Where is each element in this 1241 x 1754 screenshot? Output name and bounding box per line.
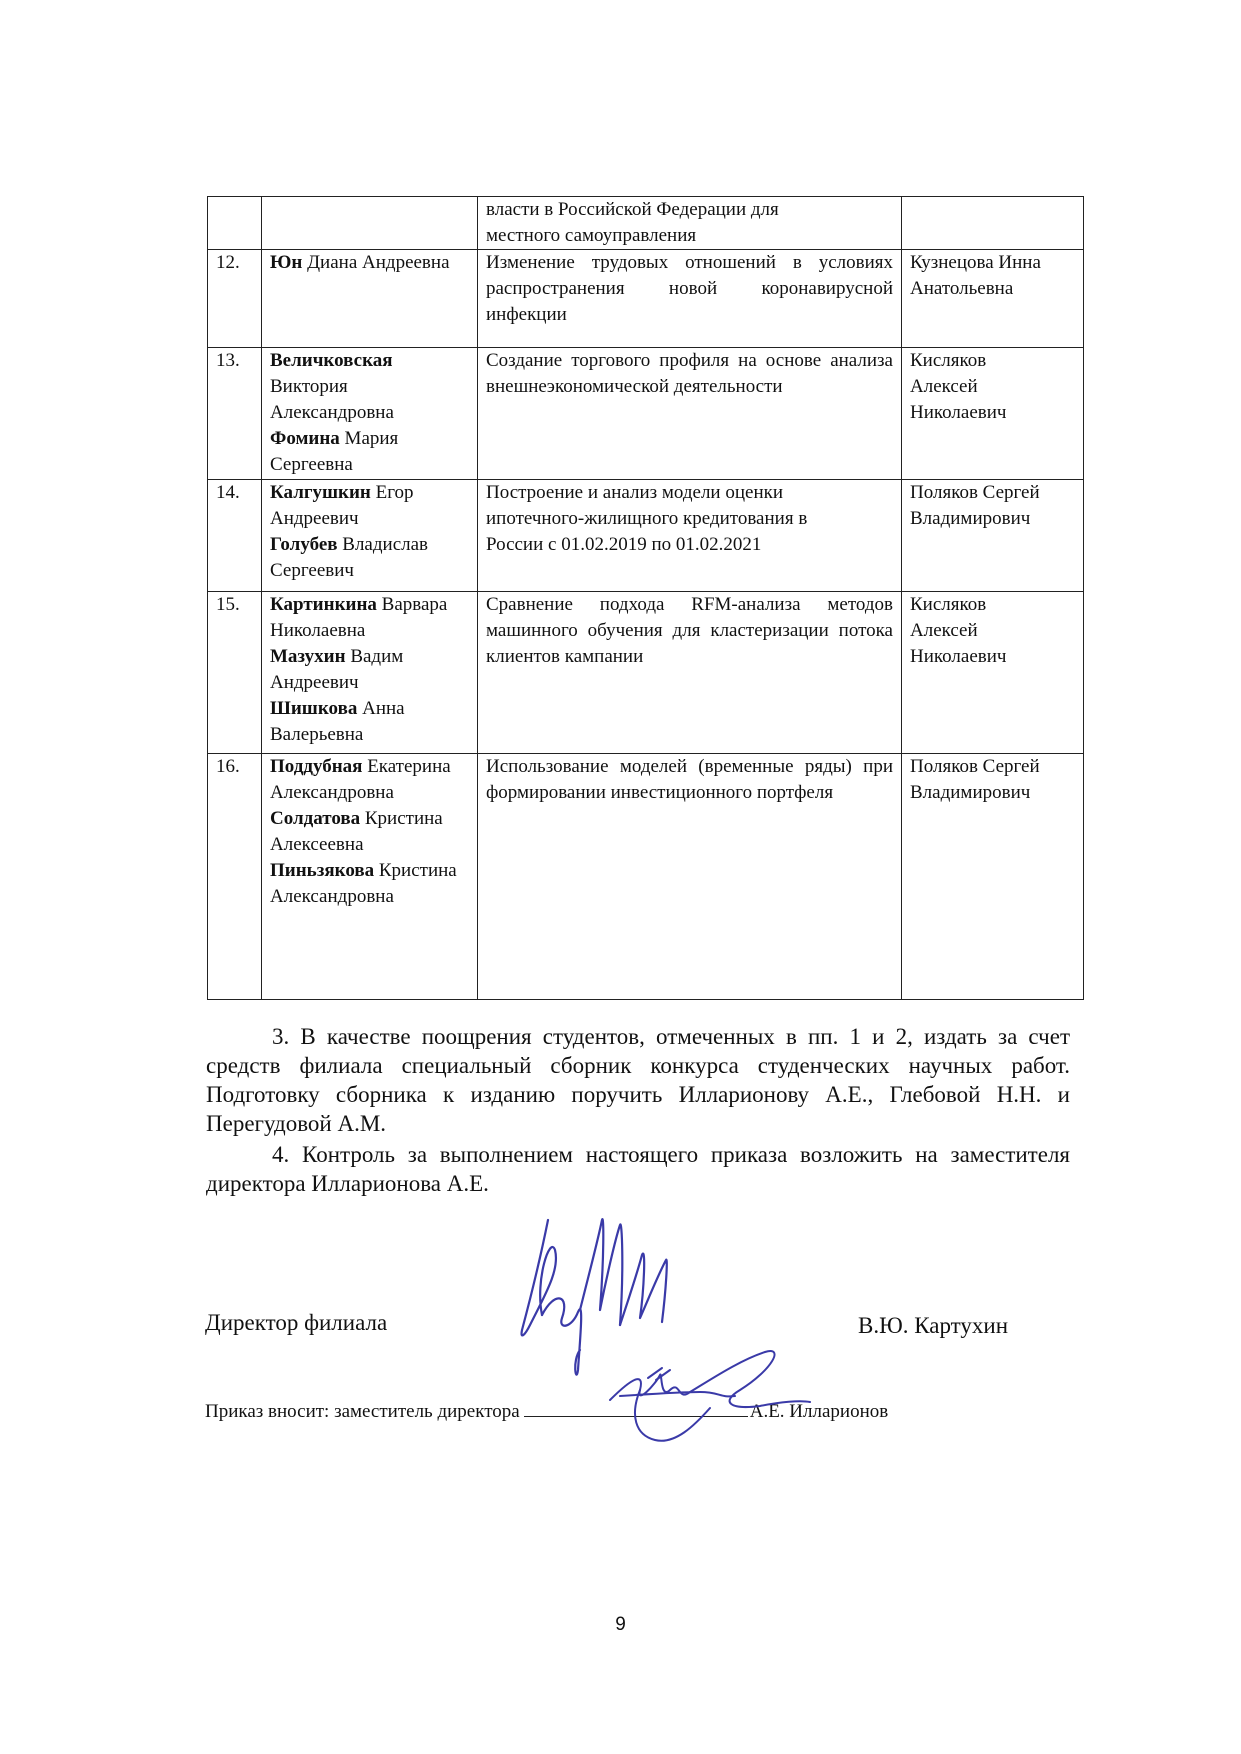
page-number: 9 [615, 1614, 626, 1635]
student-given-names: Екатерина Александровна [270, 756, 451, 803]
row-number: 16. [208, 754, 262, 1000]
table-row [208, 348, 1084, 480]
student-name [270, 480, 469, 532]
supervisor-cell [902, 197, 1084, 250]
student-surname: Мазухин [270, 646, 346, 667]
topic-line: местного самоуправления [486, 225, 697, 246]
students-cell [262, 592, 478, 754]
student-surname: Шишкова [270, 698, 358, 719]
topics-table-body [208, 197, 1084, 1000]
students-cell [262, 480, 478, 592]
supervisor-cell [902, 592, 1084, 754]
supervisor-line: Поляков Сергей [910, 482, 1040, 503]
student-surname: Калгушкин [270, 482, 371, 503]
student-surname: Голубев [270, 534, 338, 555]
table-row [208, 754, 1084, 1000]
student-name [270, 696, 469, 748]
table-row [208, 250, 1084, 348]
student-given-names: Кристина Александровна [270, 860, 457, 907]
topic-line: Использование моделей (временные ряды) при формировании инвестиционного портфеля [486, 756, 893, 803]
topic-line: Сравнение подхода RFM-анализа методов машинного обучения для кластеризации потока клиентов кампании [486, 594, 893, 667]
student-given-names: Анна Валерьевна [270, 698, 405, 745]
table-row [208, 592, 1084, 754]
supervisor-line: Николаевич [910, 646, 1007, 667]
topic-cell [478, 480, 902, 592]
table-row [208, 480, 1084, 592]
student-given-names: Мария Сергеевна [270, 428, 399, 475]
topic-line: ипотечного-жилищного кредитования в [486, 508, 808, 529]
supervisor-line: Кузнецова Инна [910, 252, 1041, 273]
table-row [208, 197, 1084, 250]
row-number: 15. [208, 592, 262, 754]
topic-cell [478, 754, 902, 1000]
paragraph-4 [206, 1140, 1070, 1198]
student-surname: Величковская [270, 350, 393, 371]
paragraph-3-text: 3. В качестве поощрения студентов, отмеченных в пп. 1 и 2, издать за счет средств филиала специальный сборник конкурса студенческих научных работ. Подготовку сборника к изданию поручить Илларионову А.Е., Глебовой Н.Н. и Перегудовой А.М. [206, 1024, 1070, 1136]
student-name [270, 532, 469, 584]
row-number [208, 197, 262, 250]
student-surname: Поддубная [270, 756, 363, 777]
students-cell [262, 754, 478, 1000]
student-given-names: Владислав Сергеевич [270, 534, 429, 581]
student-surname: Солдатова [270, 808, 361, 829]
paragraph-3 [206, 1022, 1070, 1138]
supervisor-line: Алексей [910, 620, 978, 641]
student-given-names: Варвара Николаевна [270, 594, 448, 641]
supervisor-cell [902, 348, 1084, 480]
student-surname: Фомина [270, 428, 340, 449]
students-cell [262, 197, 478, 250]
student-name [270, 754, 469, 806]
paragraph-4-text: 4. Контроль за выполнением настоящего приказа возложить на заместителя директора Илларионова А.Е. [206, 1142, 1070, 1196]
topic-line: России с 01.02.2019 по 01.02.2021 [486, 534, 762, 555]
supervisor-line: Николаевич [910, 402, 1007, 423]
students-cell [262, 250, 478, 348]
student-name [270, 806, 469, 858]
student-given-names: Диана Андреевна [307, 252, 450, 273]
topic-line: Изменение трудовых отношений в условиях распространения новой коронавирусной инфекции [486, 252, 893, 325]
student-name [270, 644, 469, 696]
student-name [270, 592, 469, 644]
student-surname: Юн [270, 252, 303, 273]
row-number: 14. [208, 480, 262, 592]
topic-cell [478, 348, 902, 480]
submitted-by-name: А.Е. Илларионов [749, 1401, 889, 1422]
supervisor-line: Владимирович [910, 782, 1031, 803]
supervisor-line: Кисляков [910, 594, 987, 615]
topic-line: Построение и анализ модели оценки [486, 482, 784, 503]
student-surname: Пиньзякова [270, 860, 375, 881]
supervisor-cell [902, 480, 1084, 592]
supervisor-line: Кисляков [910, 350, 987, 371]
deputy-signature [600, 1330, 820, 1450]
student-given-names: Виктория Александровна [270, 376, 394, 423]
student-name [270, 858, 469, 910]
supervisor-line: Алексей [910, 376, 978, 397]
row-number: 13. [208, 348, 262, 480]
supervisor-line: Анатольевна [910, 278, 1014, 299]
topic-cell [478, 592, 902, 754]
students-cell [262, 348, 478, 480]
signatory-name: В.Ю. Картухин [858, 1313, 1009, 1338]
student-given-names: Кристина Алексеевна [270, 808, 443, 855]
student-given-names: Егор Андреевич [270, 482, 414, 529]
row-number: 12. [208, 250, 262, 348]
submitted-by-label: Приказ вносит: заместитель директора [205, 1401, 520, 1422]
topic-cell [478, 197, 902, 250]
supervisor-line: Поляков Сергей [910, 756, 1040, 777]
topic-line: Создание торгового профиля на основе анализа внешнеэкономической деятельности [486, 350, 893, 397]
supervisor-cell [902, 754, 1084, 1000]
student-name [270, 250, 469, 276]
topic-cell [478, 250, 902, 348]
signatory-title: Директор филиала [205, 1310, 388, 1335]
topic-line: власти в Российской Федерации для [486, 199, 779, 220]
student-surname: Картинкина [270, 594, 377, 615]
student-name [270, 348, 469, 426]
topics-table [207, 196, 1084, 1000]
supervisor-line: Владимирович [910, 508, 1031, 529]
student-name [270, 426, 469, 478]
student-given-names: Вадим Андреевич [270, 646, 404, 693]
supervisor-cell [902, 250, 1084, 348]
